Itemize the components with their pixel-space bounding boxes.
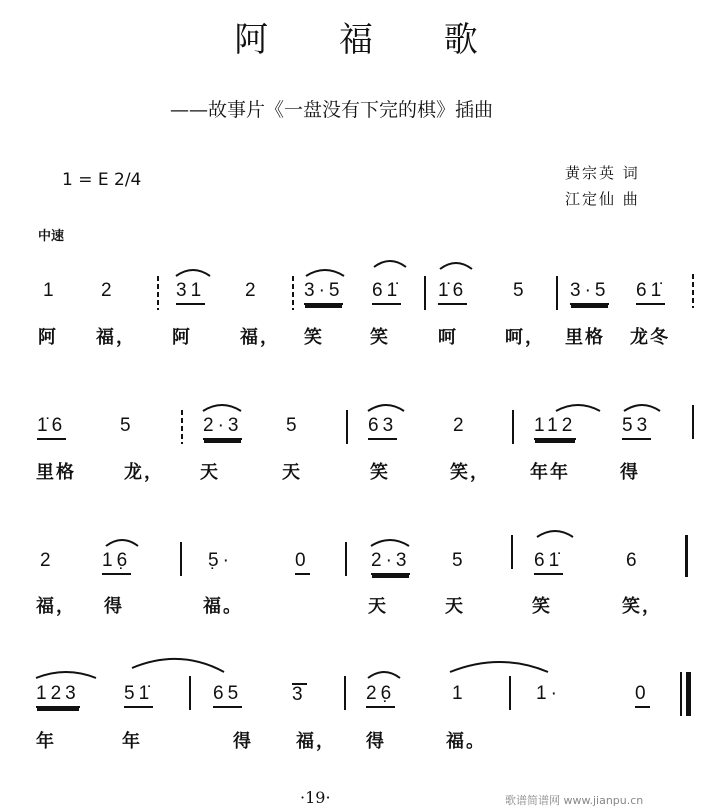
slur [556, 405, 600, 411]
lyric: 呵 [438, 327, 458, 348]
note-group: 51̇ [124, 683, 153, 708]
note: 5 [452, 550, 467, 571]
lyric: 年 [122, 731, 142, 752]
barline [346, 410, 348, 444]
slur [537, 531, 573, 537]
page-number: ·19· [300, 788, 331, 807]
note-group: 1̇6 [37, 415, 66, 440]
lyric: 阿 [38, 327, 58, 348]
barline [157, 276, 159, 310]
final-barline-thin [680, 672, 682, 716]
song-title: 阿 福 歌 [234, 20, 508, 60]
note-group: 3·5 [304, 280, 343, 305]
slur [450, 662, 548, 672]
lyric: 福。 [203, 596, 243, 617]
note-group: 61̇ [636, 280, 665, 305]
note: 0 [295, 550, 310, 575]
note: 0 [635, 683, 650, 708]
lyric: 笑 [532, 596, 552, 617]
barline [181, 410, 183, 444]
note-group: 3·5 [570, 280, 609, 305]
note-group: 2·3 [203, 415, 242, 440]
note-group: 61̇ [534, 550, 563, 575]
note: 1 [452, 683, 467, 704]
slur [106, 540, 138, 546]
barline [692, 274, 694, 308]
lyricist: 黄宗英 词 [565, 164, 640, 182]
barline [180, 542, 182, 576]
lyric: 年 [36, 731, 56, 752]
note: 2 [40, 550, 55, 571]
barline [345, 542, 347, 576]
key-signature: 1 = E 2/4 [62, 170, 142, 190]
lyric: 得 [104, 596, 124, 617]
note-group: 31 [176, 280, 205, 305]
lyric: 里格 [565, 327, 605, 348]
lyric: 福。 [446, 731, 486, 752]
barline [692, 405, 694, 439]
lyric: 福， [36, 596, 76, 617]
lyric: 福， [96, 327, 136, 348]
lyric: 笑 [370, 327, 390, 348]
barline [292, 276, 294, 310]
subtitle: ——故事片《一盘没有下完的棋》插曲 [170, 99, 494, 121]
note-group: 63 [368, 415, 397, 440]
note-group: 1̇6 [438, 280, 467, 305]
barline [424, 276, 426, 310]
note: 2 [101, 280, 116, 301]
barline [511, 535, 513, 569]
lyric: 得 [366, 731, 386, 752]
lyric: 天 [282, 462, 302, 483]
final-barline-thick [686, 672, 691, 716]
note: 5 [120, 415, 135, 436]
lyric: 笑， [450, 462, 490, 483]
lyric: 得 [620, 462, 640, 483]
tempo-marking: 中速 [38, 229, 65, 244]
barline [189, 676, 191, 710]
slur [306, 270, 344, 276]
barline [556, 276, 558, 310]
note: 1 [43, 280, 58, 301]
lyric: 里格 [36, 462, 76, 483]
lyric: 福， [296, 731, 336, 752]
slur [440, 263, 472, 269]
slur [371, 540, 409, 546]
lyric: 笑 [304, 327, 324, 348]
lyric: 笑， [622, 596, 662, 617]
lyric: 天 [445, 596, 465, 617]
slur [203, 405, 241, 411]
note: 1· [536, 683, 561, 704]
barline [685, 535, 688, 577]
note: 5 [286, 415, 301, 436]
note-group: 123 [36, 683, 80, 708]
note-group: 16̣ [102, 550, 131, 575]
note-group: 53 [622, 415, 651, 440]
barline [509, 676, 511, 710]
note-group: 65 [213, 683, 242, 708]
note-group: 26̣ [366, 683, 395, 708]
note: 6 [626, 550, 641, 571]
lyric: 龙， [124, 462, 164, 483]
note: 5̣· [208, 550, 233, 571]
note-group: 112 [534, 415, 576, 440]
lyric: 龙冬 [630, 327, 670, 348]
watermark: 歌谱简谱网 www.jianpu.cn [505, 794, 644, 807]
slur [368, 672, 400, 678]
slur [36, 672, 96, 678]
note-group: 61̇ [372, 280, 401, 305]
barline [512, 410, 514, 444]
barline [344, 676, 346, 710]
lyric: 呵， [505, 327, 545, 348]
note: 2 [453, 415, 468, 436]
slur [132, 659, 224, 672]
note-group: 2·3 [371, 550, 410, 575]
lyric: 天 [368, 596, 388, 617]
slur [368, 405, 404, 411]
note: 2 [245, 280, 260, 301]
lyric: 福， [240, 327, 280, 348]
lyric: 阿 [172, 327, 192, 348]
lyric: 笑 [370, 462, 390, 483]
note: 3 [292, 684, 307, 705]
slur [176, 270, 210, 276]
slur [374, 261, 406, 267]
lyric: 天 [200, 462, 220, 483]
lyric: 得 [233, 731, 253, 752]
lyric: 年年 [530, 462, 570, 483]
composer: 江定仙 曲 [565, 190, 640, 208]
note: 5 [513, 280, 528, 301]
slur [624, 405, 660, 411]
